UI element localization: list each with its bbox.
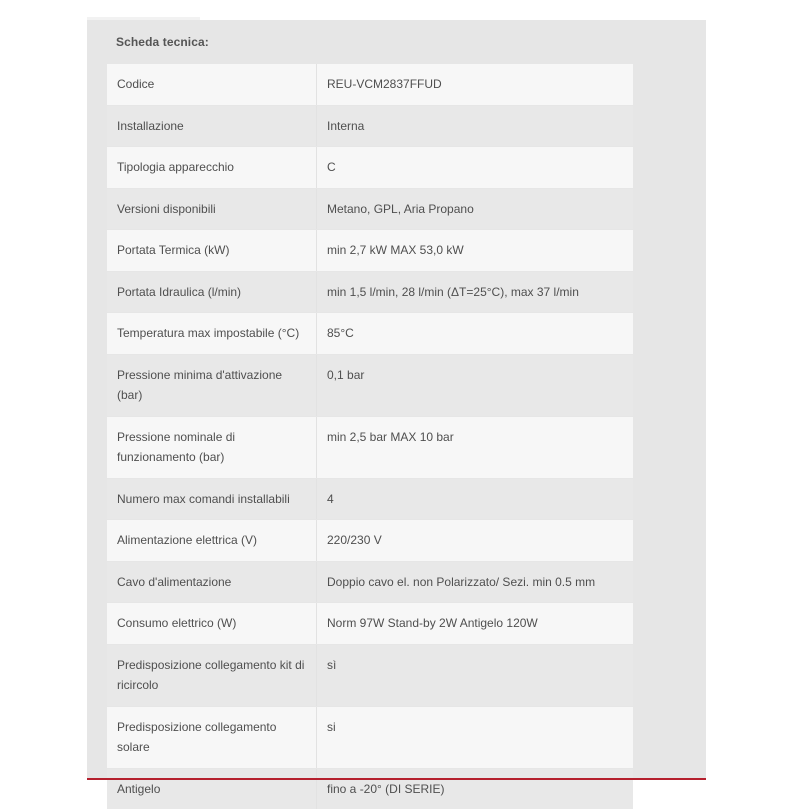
spec-value: REU-VCM2837FFUD [317, 64, 633, 105]
spec-label: Numero max comandi installabili [107, 479, 317, 520]
spec-value: Doppio cavo el. non Polarizzato/ Sezi. min 0.5 mm [317, 562, 633, 603]
spec-row-pressione-minima [107, 355, 633, 416]
spec-value: 220/230 V [317, 520, 633, 561]
spec-label: Predisposizione collegamento kit di ricircolo [107, 645, 317, 706]
spec-row-comandi [107, 479, 633, 520]
spec-label: Portata Idraulica (l/min) [107, 272, 317, 313]
spec-label: Versioni disponibili [107, 189, 317, 230]
spec-label: Predisposizione collegamento solare [107, 707, 317, 768]
spec-value: min 1,5 l/min, 28 l/min (ΔT=25°C), max 37 l/min [317, 272, 633, 313]
spec-row-codice [107, 64, 633, 105]
spec-value: fino a -20° (DI SERIE) [317, 769, 633, 810]
spec-row-versioni [107, 189, 633, 230]
spec-label: Alimentazione elettrica (V) [107, 520, 317, 561]
spec-row-antigelo [107, 769, 633, 810]
spec-label: Installazione [107, 106, 317, 147]
spec-label: Cavo d'alimentazione [107, 562, 317, 603]
spec-value: si [317, 707, 633, 768]
spec-row-cavo [107, 562, 633, 603]
spec-value: min 2,7 kW MAX 53,0 kW [317, 230, 633, 271]
spec-row-ricircolo [107, 645, 633, 706]
spec-row-temperatura [107, 313, 633, 354]
spec-label: Codice [107, 64, 317, 105]
spec-row-portata-termica [107, 230, 633, 271]
spec-row-installazione [107, 106, 633, 147]
spec-label: Pressione minima d'attivazione (bar) [107, 355, 317, 416]
spec-row-tipologia [107, 147, 633, 188]
spec-table [107, 63, 633, 810]
spec-row-alimentazione [107, 520, 633, 561]
spec-value: C [317, 147, 633, 188]
spec-label: Portata Termica (kW) [107, 230, 317, 271]
spec-value: Interna [317, 106, 633, 147]
bottom-accent-rule [87, 778, 706, 780]
spec-row-portata-idraulica [107, 272, 633, 313]
spec-label: Temperatura max impostabile (°C) [107, 313, 317, 354]
spec-label: Consumo elettrico (W) [107, 603, 317, 644]
spec-row-consumo [107, 603, 633, 644]
spec-sheet-title: Scheda tecnica: [116, 35, 209, 49]
spec-row-pressione-nominale [107, 417, 633, 478]
spec-value: 4 [317, 479, 633, 520]
spec-label: Pressione nominale di funzionamento (bar) [107, 417, 317, 478]
spec-row-solare [107, 707, 633, 768]
spec-value: min 2,5 bar MAX 10 bar [317, 417, 633, 478]
spec-value: Metano, GPL, Aria Propano [317, 189, 633, 230]
spec-value: sì [317, 645, 633, 706]
spec-value: 0,1 bar [317, 355, 633, 416]
spec-label: Tipologia apparecchio [107, 147, 317, 188]
spec-label: Antigelo [107, 769, 317, 810]
spec-value: Norm 97W Stand-by 2W Antigelo 120W [317, 603, 633, 644]
spec-value: 85°C [317, 313, 633, 354]
